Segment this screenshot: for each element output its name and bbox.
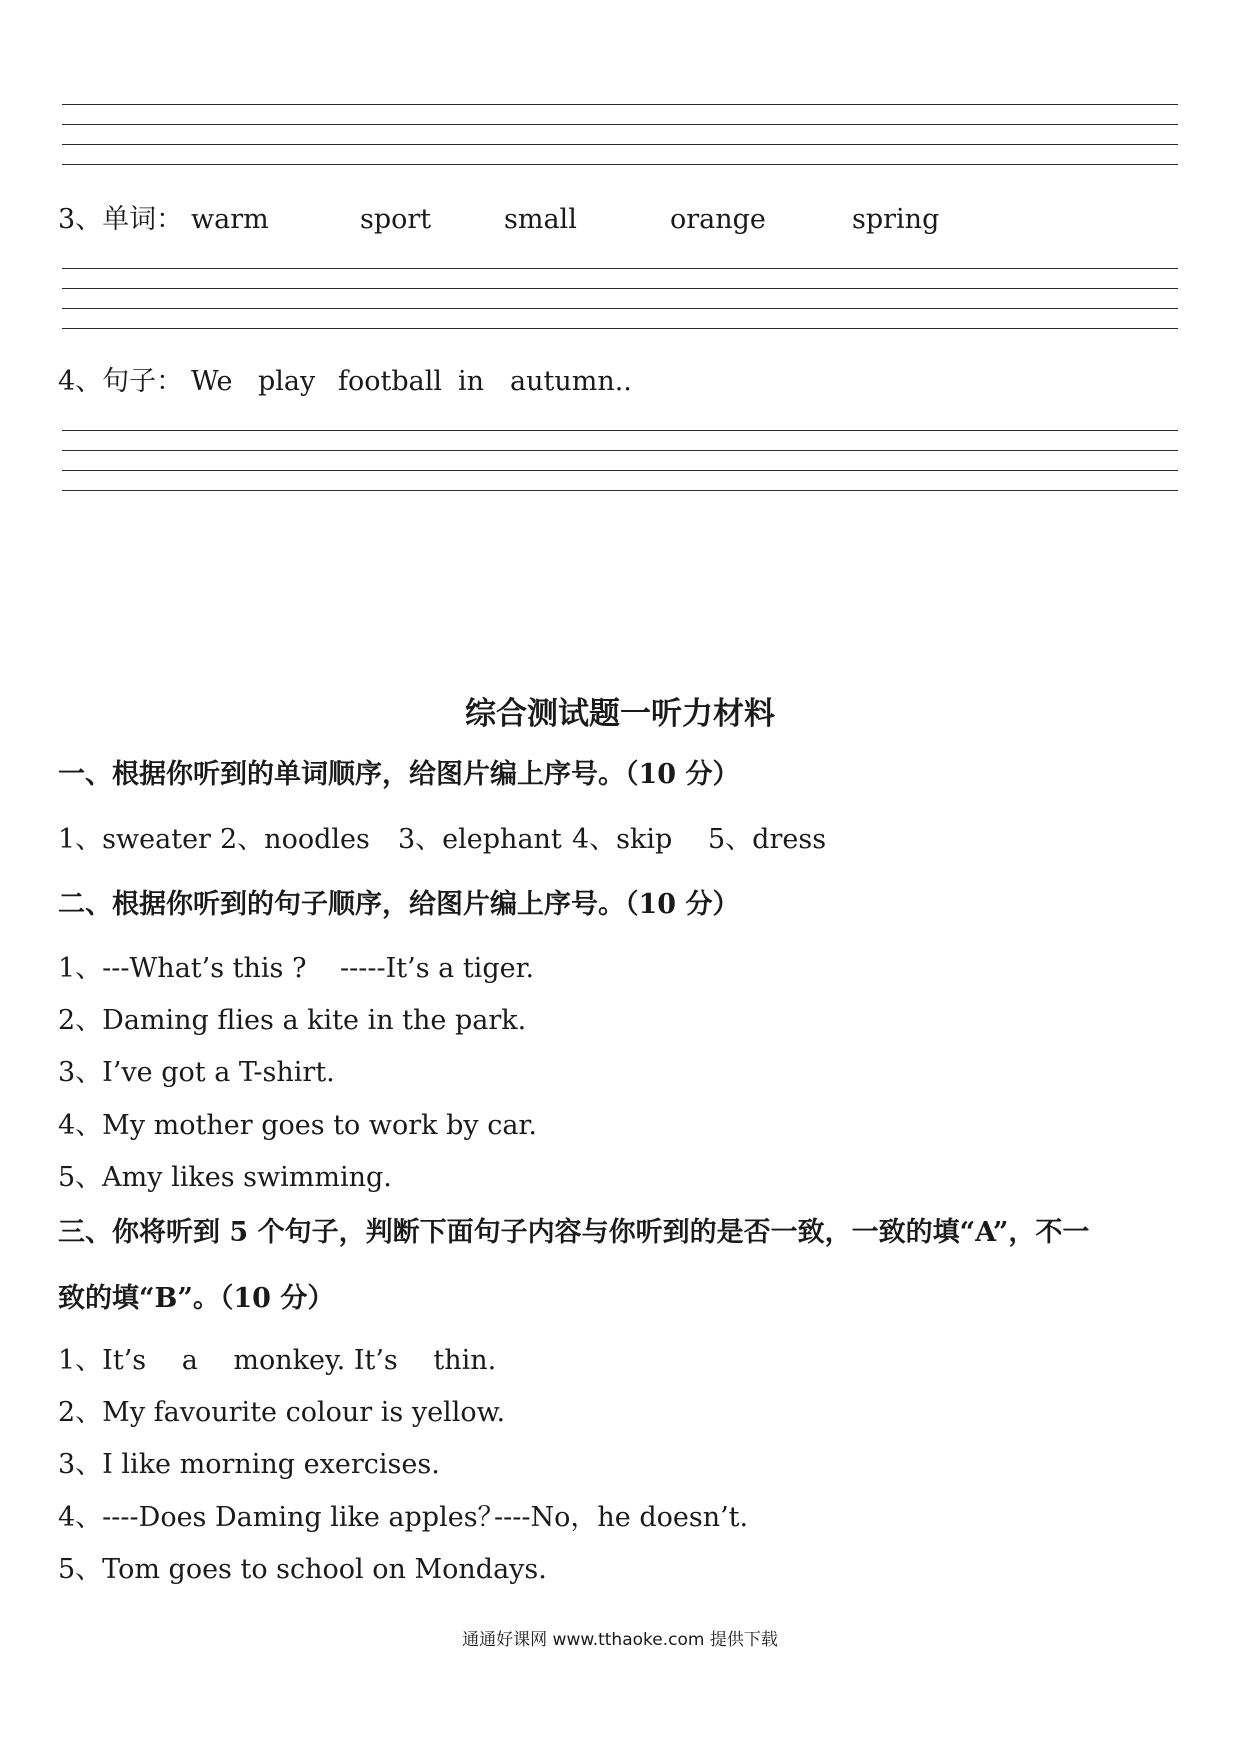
writing-word: We <box>191 366 233 397</box>
section-1-items <box>58 824 958 856</box>
writing-word: football <box>338 366 443 397</box>
list-item: 1、sweater <box>58 824 211 855</box>
section-2-item-1 <box>58 953 958 985</box>
list-item: 1、It’s a monkey. It’s thin. <box>58 1345 497 1376</box>
writing-word: warm <box>191 204 269 235</box>
list-item: 4、skip <box>572 824 673 855</box>
section-3-item-4 <box>58 1502 958 1534</box>
writing-word: spring <box>852 204 940 235</box>
section-3-heading-line-2: 致的填“B”。（10 分） <box>58 1283 335 1314</box>
section-3-heading-line-1: 三、你将听到 5 个句子，判断下面句子内容与你听到的是否一致，一致的填“A”，不一 <box>58 1217 1090 1248</box>
list-item: 2、Daming flies a kite in the park. <box>58 1005 527 1036</box>
writing-word: play <box>258 366 316 397</box>
page-title: 综合测试题一听力材料 <box>465 696 775 732</box>
writing-word: orange <box>670 204 766 235</box>
list-item: 2、noodles <box>220 824 370 855</box>
list-item: 4、My mother goes to work by car. <box>58 1110 537 1141</box>
list-item-answer: ----No，he doesn’t. <box>494 1502 749 1533</box>
list-item: 3、I like morning exercises. <box>58 1449 440 1480</box>
writing-word: sport <box>360 204 432 235</box>
list-item: 5、dress <box>708 824 827 855</box>
writing-item-label: 3、单词： <box>58 204 184 235</box>
footer-credit: 通通好课网 www.tthaoke.com 提供下载 <box>462 1630 778 1650</box>
writing-word: small <box>504 204 577 235</box>
list-item-answer: -----It’s a tiger. <box>340 953 535 984</box>
list-item: 4、----Does Daming like apples？ <box>58 1502 505 1533</box>
writing-word: in <box>458 366 485 397</box>
writing-item-3 <box>58 204 958 236</box>
list-item: 1、---What’s this ? <box>58 953 307 984</box>
section-1-heading: 一、根据你听到的单词顺序，给图片编上序号。（10 分） <box>58 759 740 790</box>
list-item: 3、elephant <box>398 824 562 855</box>
writing-item-label: 4、句子： <box>58 366 184 397</box>
writing-word: autumn.. <box>510 366 632 397</box>
section-2-heading: 二、根据你听到的句子顺序，给图片编上序号。（10 分） <box>58 889 740 920</box>
list-item: 5、Amy likes swimming. <box>58 1162 392 1193</box>
list-item: 2、My favourite colour is yellow. <box>58 1397 506 1428</box>
list-item: 5、Tom goes to school on Mondays. <box>58 1554 547 1585</box>
list-item: 3、I’ve got a T-shirt. <box>58 1057 335 1088</box>
writing-item-4 <box>58 366 958 398</box>
